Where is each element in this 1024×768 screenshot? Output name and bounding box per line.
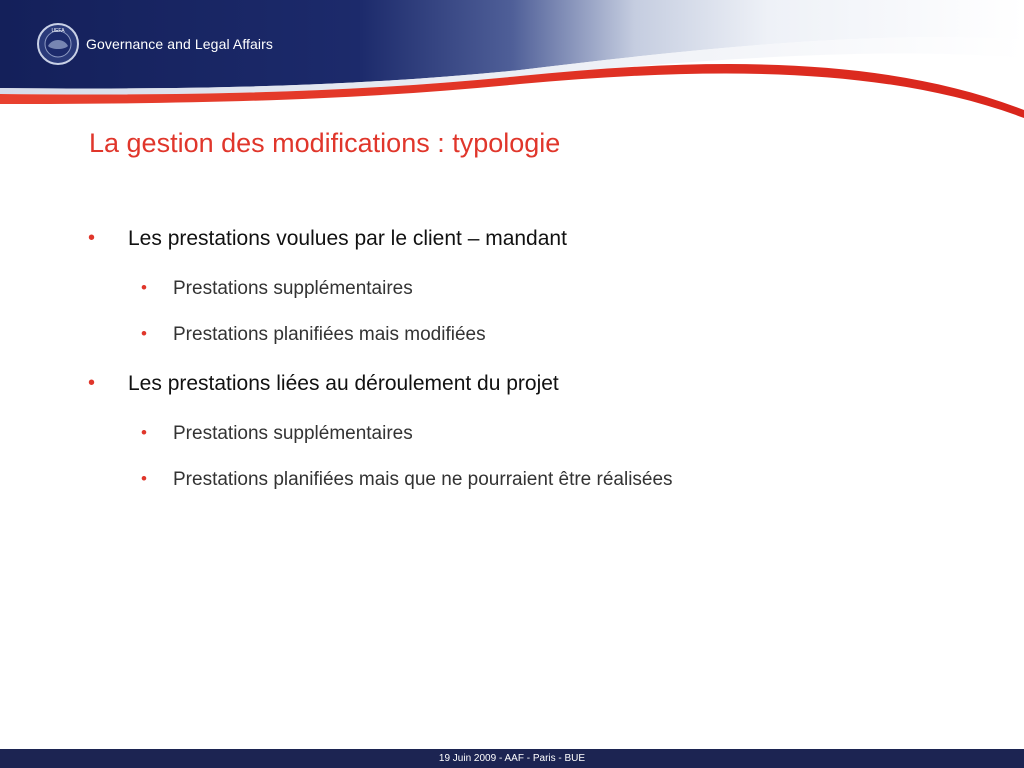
logo-text: UEFA — [51, 28, 65, 34]
slide-title: La gestion des modifications : typologie — [89, 128, 561, 158]
bullet-dot-icon: • — [141, 469, 147, 488]
bullet-dot-icon: • — [141, 324, 147, 343]
bullet-text: Prestations supplémentaires — [173, 278, 413, 299]
bullet-dot-icon: • — [141, 423, 147, 442]
bullet-text: Prestations planifiées mais modifiées — [173, 324, 486, 345]
header-banner — [0, 0, 1024, 125]
sub-bullet-item — [141, 423, 413, 445]
org-label: Governance and Legal Affairs — [86, 36, 274, 52]
bullet-text: Prestations planifiées mais que ne pourraient être réalisées — [173, 469, 673, 490]
footer-text: 19 Juin 2009 - AAF - Paris - BUE — [438, 753, 586, 764]
org-logo — [36, 22, 273, 66]
bullet-item — [88, 372, 559, 396]
sub-bullet-item — [141, 469, 673, 491]
sub-bullet-item — [141, 278, 413, 300]
sub-bullet-item — [141, 324, 486, 346]
bullet-item — [88, 227, 567, 251]
bullet-dot-icon: • — [141, 278, 147, 297]
bullet-text: Prestations supplémentaires — [173, 423, 413, 444]
uefa-emblem-icon — [36, 22, 80, 66]
bullet-text: Les prestations voulues par le client – mandant — [128, 227, 567, 250]
bullet-text: Les prestations liées au déroulement du projet — [128, 372, 559, 395]
bullet-dot-icon: • — [88, 372, 96, 394]
footer-bar — [0, 749, 1024, 768]
bullet-dot-icon: • — [88, 227, 96, 249]
